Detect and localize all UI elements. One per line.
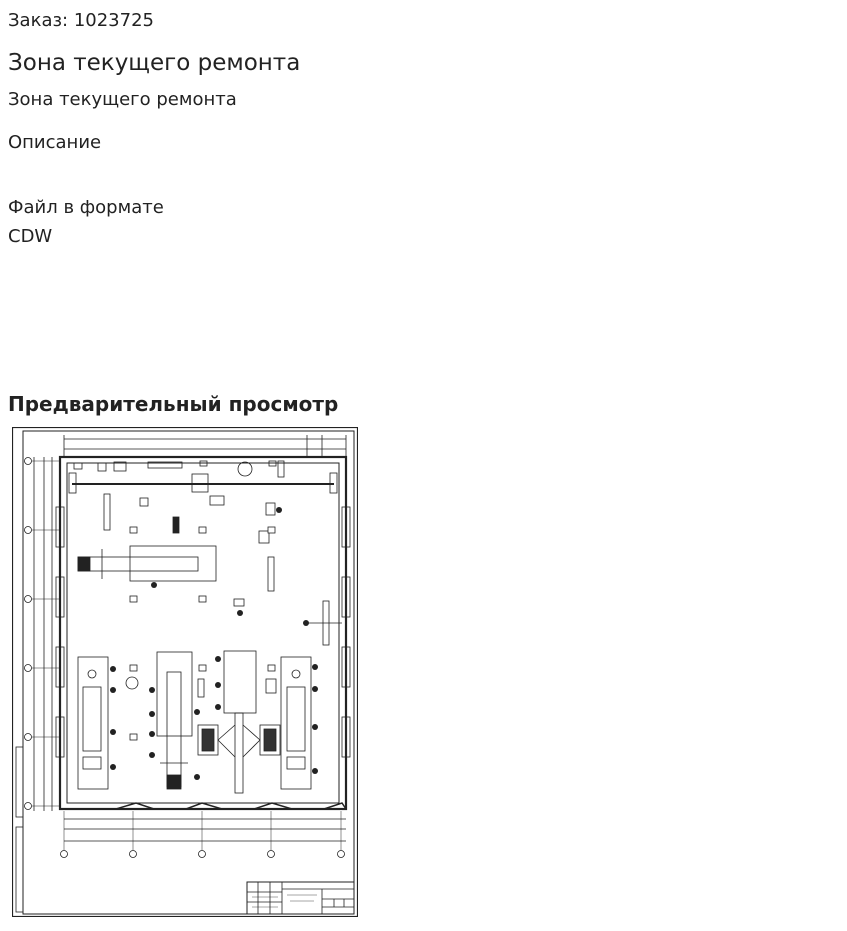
preview-image[interactable] bbox=[12, 427, 358, 917]
page-title: Зона текущего ремонта bbox=[8, 50, 301, 76]
description-label: Описание bbox=[8, 132, 102, 153]
preview-heading: Предварительный просмотр bbox=[8, 392, 339, 416]
page-subtitle: Зона текущего ремонта bbox=[8, 89, 237, 110]
floor-plan-drawing bbox=[12, 427, 358, 917]
file-format-text: Файл в формате CDW bbox=[8, 197, 164, 247]
order-number: Заказ: 1023725 bbox=[8, 10, 154, 31]
